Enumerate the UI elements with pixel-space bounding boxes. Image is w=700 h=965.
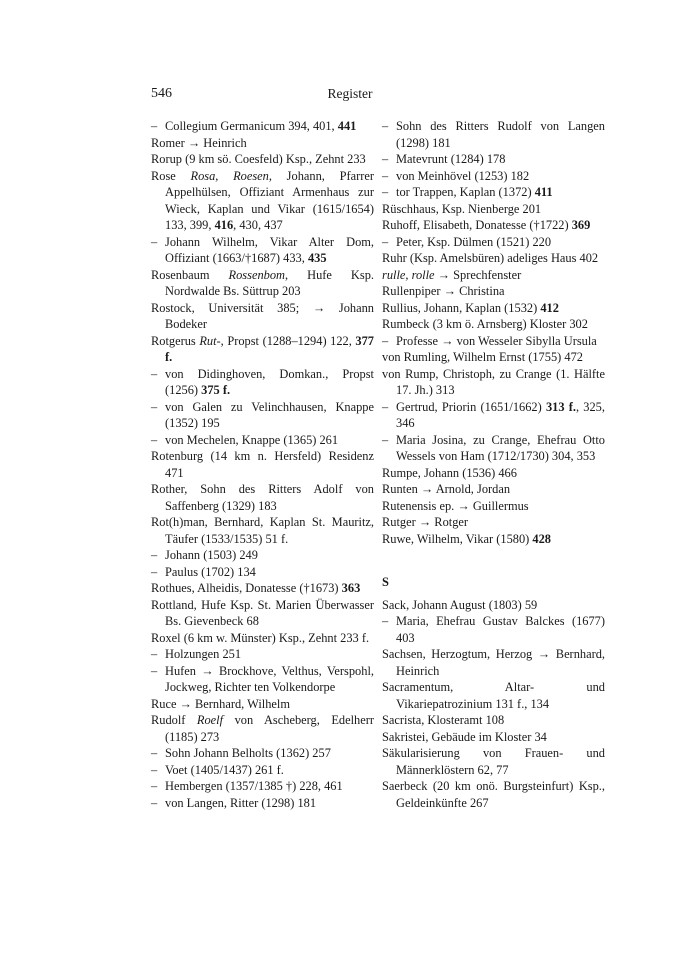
entry-text: Voet (1405/1437) 261 f. <box>165 762 284 777</box>
index-entry <box>151 597 374 630</box>
entry-text: Matevrunt (1284) 178 <box>396 152 506 166</box>
index-entry <box>151 135 374 152</box>
index-entry <box>382 531 605 548</box>
entry-text: Sakristei, Gebäude im Kloster 34 <box>382 729 547 744</box>
entry-text: Paulus (1702) 134 <box>165 564 256 579</box>
entry-text: Roxel (6 km w. Münster) Ksp., Zehnt 233 f. <box>151 630 370 645</box>
subentry-dash: – <box>382 399 389 414</box>
subentry-dash: – <box>151 762 158 777</box>
subentry-dash: – <box>151 119 158 133</box>
entry-text: Sacramentum, Altar- und Vikariepatrozinium 131 f., 134 <box>382 680 605 711</box>
entry-text: Rullenpiper → Christina <box>382 284 505 298</box>
entry-text: Sohn des Ritters Rudolf von Langen (1298) 181 <box>396 119 605 150</box>
index-entry <box>151 630 374 647</box>
index-subentry <box>151 564 374 581</box>
index-entry <box>382 349 605 366</box>
index-entry <box>151 712 374 745</box>
entry-text: Rose Rosa, Roesen, Johann, Pfarrer Appelhülsen, Offiziant Armenhaus zur Wieck, Kaplan und Vikar (1615/1654) 133, 399, 416, 430, 437 <box>151 168 374 232</box>
entry-text: Rumpe, Johann (1536) 466 <box>382 465 517 480</box>
subentry-dash: – <box>151 548 158 562</box>
entry-text: Rumbeck (3 km ö. Arnsberg) Kloster 302 <box>382 317 588 331</box>
index-entry <box>382 316 605 333</box>
index-entry <box>382 283 605 300</box>
index-entry <box>151 696 374 713</box>
index-entry <box>151 514 374 547</box>
entry-text: Rot(h)man, Bernhard, Kaplan St. Mauritz, Täufer (1533/1535) 51 f. <box>151 515 374 546</box>
index-entry <box>151 448 374 481</box>
entry-text: Collegium Germanicum 394, 401, 441 <box>165 119 357 133</box>
entry-text: Rosenbaum Rossenbom, Hufe Ksp. Nordwalde Bs. Süttrup 203 <box>151 267 374 298</box>
entry-text: Peter, Ksp. Dülmen (1521) 220 <box>396 234 552 249</box>
index-entry <box>382 745 605 778</box>
index-subentry <box>151 118 374 135</box>
index-entry <box>151 151 374 168</box>
index-entry <box>151 168 374 234</box>
index-subentry <box>151 399 374 432</box>
subentry-dash: – <box>382 152 389 166</box>
section-letter: S <box>382 575 389 589</box>
entry-text: Gertrud, Priorin (1651/1662) 313 f., 325, 346 <box>396 399 605 430</box>
index-subentry <box>382 118 605 151</box>
running-head: Register <box>327 86 373 101</box>
entry-text: Rutenensis ep. → Guillermus <box>382 498 529 513</box>
index-entry <box>151 267 374 300</box>
index-subentry <box>151 646 374 663</box>
entry-text: Ruhoff, Elisabeth, Donatesse (†1722) 369 <box>382 218 591 232</box>
index-subentry <box>151 663 374 696</box>
entry-text: Hembergen (1357/1385 †) 228, 461 <box>165 779 343 793</box>
entry-text: von Langen, Ritter (1298) 181 <box>165 795 317 810</box>
index-entry <box>382 679 605 712</box>
entry-text: Johann (1503) 249 <box>165 548 258 562</box>
entry-text: von Didinghoven, Domkan., Propst (1256) 375 f. <box>165 366 374 397</box>
entry-text: Maria, Ehefrau Gustav Balckes (1677) 403 <box>396 614 605 645</box>
entry-text: Maria Josina, zu Crange, Ehefrau Otto Wessels von Ham (1712/1730) 304, 353 <box>396 432 605 463</box>
index-subentry <box>151 366 374 399</box>
entry-text: Holzungen 251 <box>165 647 242 661</box>
entry-text: Sohn Johann Belholts (1362) 257 <box>165 746 331 760</box>
entry-text: Rostock, Universität 385; → Johann Bodeker <box>151 300 374 331</box>
index-entry <box>382 217 605 234</box>
subentry-dash: – <box>151 647 158 661</box>
index-entry <box>382 778 605 811</box>
entry-text: Rorup (9 km sö. Coesfeld) Ksp., Zehnt 233 <box>151 152 366 166</box>
index-entry <box>382 465 605 482</box>
subentry-dash: – <box>151 795 158 810</box>
index-subentry <box>151 795 374 812</box>
subentry-dash: – <box>151 432 158 447</box>
index-subentry <box>382 234 605 251</box>
index-entry <box>151 300 374 333</box>
subentry-dash: – <box>151 234 158 249</box>
index-entry <box>151 580 374 597</box>
entry-text: Säkularisierung von Frauen- und Männerklöstern 62, 77 <box>382 746 605 777</box>
entry-text: Rother, Sohn des Ritters Adolf von Saffenberg (1329) 183 <box>151 482 374 513</box>
entry-text: Ruhr (Ksp. Amelsbüren) adeliges Haus 402 <box>382 251 599 265</box>
entry-text: von Meinhövel (1253) 182 <box>396 168 530 183</box>
subentry-dash: – <box>151 399 158 414</box>
index-column-right <box>382 118 605 811</box>
subentry-dash: – <box>151 663 158 678</box>
index-entry <box>382 712 605 729</box>
entry-text: Romer → Heinrich <box>151 135 247 150</box>
index-entry <box>382 498 605 515</box>
entry-text: rulle, rolle → Sprechfenster <box>382 267 522 282</box>
entry-text: Rothues, Alheidis, Donatesse (†1673) 363 <box>151 581 361 595</box>
entry-text: Saerbeck (20 km onö. Burgsteinfurt) Ksp., Geldeinkünfte 267 <box>382 779 605 810</box>
index-entry <box>382 481 605 498</box>
index-subentry <box>151 234 374 267</box>
entry-text: Rudolf Roelf von Ascheberg, Edelherr (1185) 273 <box>151 713 374 744</box>
index-subentry <box>382 613 605 646</box>
entry-text: Professe → von Wesseler Sibylla Ursula <box>396 333 597 348</box>
index-subentry <box>382 184 605 201</box>
index-subentry <box>382 432 605 465</box>
subentry-dash: – <box>382 119 389 133</box>
subentry-dash: – <box>382 432 389 447</box>
entry-text: Sack, Johann August (1803) 59 <box>382 597 538 612</box>
entry-text: Sacrista, Klosteramt 108 <box>382 713 505 727</box>
entry-text: Rotenburg (14 km n. Hersfeld) Residenz 471 <box>151 449 374 480</box>
entry-text: von Rumling, Wilhelm Ernst (1755) 472 <box>382 350 583 364</box>
subentry-dash: – <box>151 746 158 760</box>
index-subentry <box>151 778 374 795</box>
index-entry <box>151 481 374 514</box>
index-entry <box>382 250 605 267</box>
index-subentry <box>151 762 374 779</box>
index-subentry <box>151 432 374 449</box>
subentry-dash: – <box>382 185 389 199</box>
subentry-dash: – <box>382 333 389 348</box>
subentry-dash: – <box>151 366 158 381</box>
entry-text: Ruwe, Wilhelm, Vikar (1580) 428 <box>382 531 551 546</box>
entry-text: Ruce → Bernhard, Wilhelm <box>151 696 290 711</box>
entry-text: von Mechelen, Knappe (1365) 261 <box>165 432 339 447</box>
entry-text: Sachsen, Herzogtum, Herzog → Bernhard, Heinrich <box>382 647 605 678</box>
entry-text: tor Trappen, Kaplan (1372) 411 <box>396 185 553 199</box>
index-subentry <box>382 151 605 168</box>
entry-text: Runten → Arnold, Jordan <box>382 482 511 496</box>
index-subentry <box>382 168 605 185</box>
entry-text: Rutger → Rotger <box>382 515 469 529</box>
index-entry <box>382 514 605 531</box>
subentry-dash: – <box>151 779 158 793</box>
index-entry <box>382 729 605 746</box>
index-subentry <box>151 745 374 762</box>
index-column-left <box>151 118 374 811</box>
entry-text: Rüschhaus, Ksp. Nienberge 201 <box>382 201 542 216</box>
page-number: 546 <box>151 86 172 101</box>
index-entry <box>382 646 605 679</box>
index-entry <box>382 366 605 399</box>
index-subentry <box>382 399 605 432</box>
index-entry <box>151 333 374 366</box>
entry-text: Johann Wilhelm, Vikar Alter Dom, Offiziant (1663/†1687) 433, 435 <box>165 234 374 265</box>
entry-text: Hufen → Brockhove, Velthus, Verspohl, Jockweg, Richter ten Volkendorpe <box>165 663 374 694</box>
entry-text: von Rump, Christoph, zu Crange (1. Hälfte 17. Jh.) 313 <box>382 366 605 397</box>
entry-text: Rotgerus Rut-, Propst (1288–1294) 122, 377 f. <box>151 333 374 364</box>
index-entry <box>382 267 605 284</box>
index-subentry <box>382 333 605 350</box>
index-subentry <box>151 547 374 564</box>
subentry-dash: – <box>382 168 389 183</box>
index-entry <box>382 300 605 317</box>
entry-text: Rullius, Johann, Kaplan (1532) 412 <box>382 300 559 315</box>
subentry-dash: – <box>382 234 389 249</box>
entry-text: von Galen zu Velinchhausen, Knappe (1352) 195 <box>165 399 374 430</box>
subentry-dash: – <box>382 614 389 628</box>
entry-text: Rottland, Hufe Ksp. St. Marien Überwasser Bs. Gievenbeck 68 <box>151 597 374 628</box>
subentry-dash: – <box>151 564 158 579</box>
index-entry <box>382 201 605 218</box>
index-entry <box>382 597 605 614</box>
